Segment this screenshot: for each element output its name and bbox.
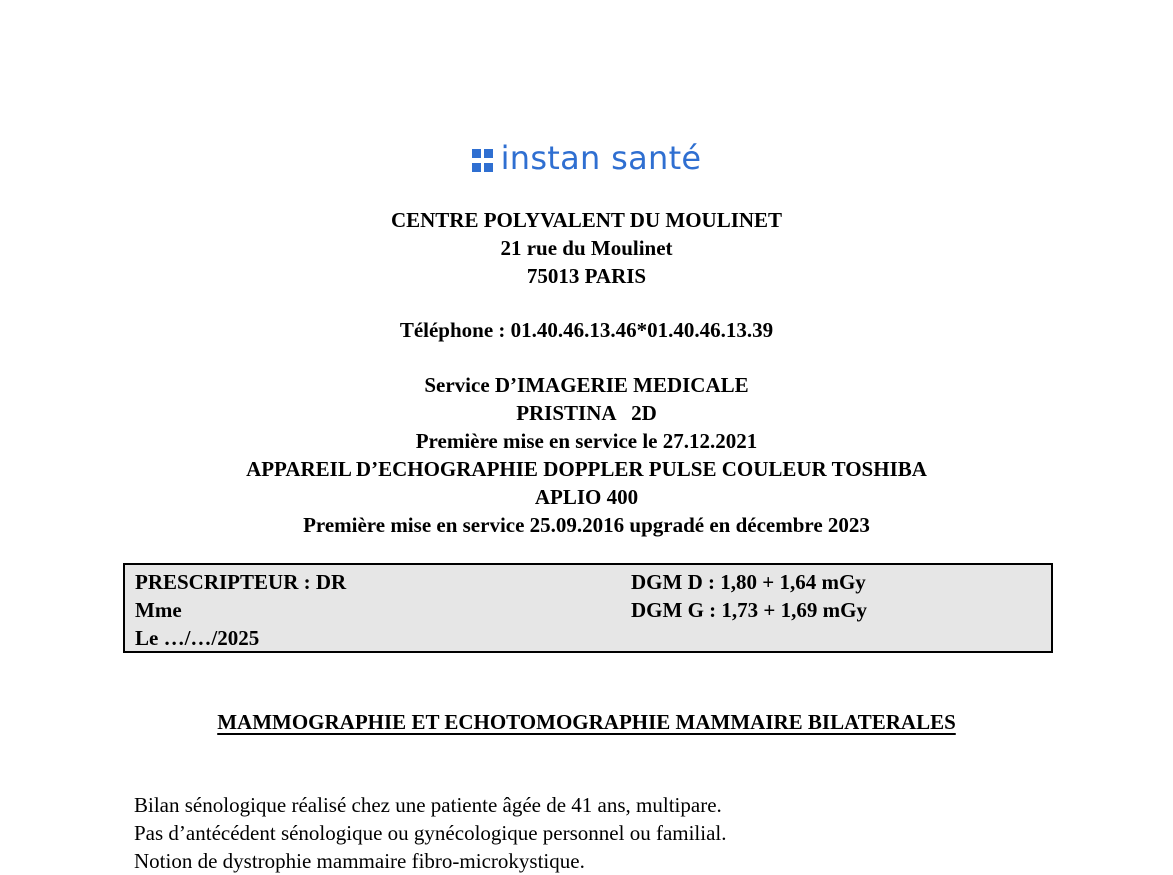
mammography-device: PRISTINA 2D [516, 401, 657, 425]
center-phone-block [0, 316, 1173, 344]
ultrasound-model: APLIO 400 [534, 485, 639, 509]
dose-column [631, 568, 867, 624]
history-line: Pas d’antécédent sénologique ou gynécologique personnel ou familial. [134, 821, 727, 845]
report-title: MAMMOGRAPHIE ET ECHOTOMOGRAPHIE MAMMAIRE BILATERALES [217, 710, 956, 734]
history-line: Notion de dystrophie mammaire fibro-microkystique. [134, 849, 585, 873]
center-city: 75013 PARIS [526, 264, 647, 288]
dgm-left-breast: DGM G : 1,73 + 1,69 mGy [631, 598, 867, 622]
service-block [0, 371, 1173, 539]
patient-label: Mme [135, 598, 182, 622]
prescriber-info-box [123, 563, 1053, 653]
mammography-service-date: Première mise en service le 27.12.2021 [415, 429, 758, 453]
prescriber-column [135, 568, 346, 652]
clinical-history [134, 791, 727, 875]
exam-date: Le …/…/2025 [135, 626, 260, 650]
ultrasound-service-date: Première mise en service 25.09.2016 upgradé en décembre 2023 [303, 513, 870, 537]
prescriber-label: PRESCRIPTEUR : DR [135, 570, 347, 594]
logo-dot [472, 149, 481, 158]
center-address [0, 206, 1173, 290]
history-line: Bilan sénologique réalisé chez une patiente âgée de 41 ans, multipare. [134, 793, 722, 817]
logo-dot [484, 163, 493, 172]
dgm-right-breast: DGM D : 1,80 + 1,64 mGy [631, 570, 866, 594]
logo-dot [472, 163, 481, 172]
logo-text: instan santé [500, 139, 702, 177]
center-street: 21 rue du Moulinet [500, 236, 673, 260]
logo [0, 138, 1173, 178]
logo-dots-icon [472, 149, 493, 172]
center-name: CENTRE POLYVALENT DU MOULINET [390, 208, 783, 232]
logo-dot [484, 149, 493, 158]
center-phone: Téléphone : 01.40.46.13.46*01.40.46.13.39 [399, 318, 774, 342]
service-name: Service D’IMAGERIE MEDICALE [424, 373, 749, 397]
logo-wrapper [472, 138, 702, 178]
ultrasound-device: APPAREIL D’ECHOGRAPHIE DOPPLER PULSE COULEUR TOSHIBA [246, 457, 927, 481]
